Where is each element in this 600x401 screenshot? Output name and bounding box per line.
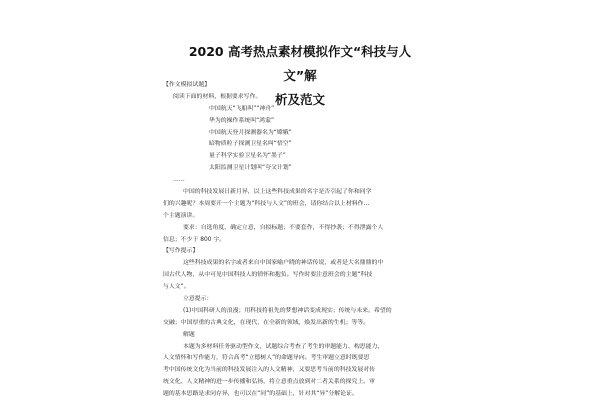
explain-label: 解题 xyxy=(183,331,195,338)
article-body xyxy=(163,80,439,401)
material-item: 华为的操作系统叫“鸿蒙” xyxy=(209,117,275,124)
explain-paragraph: 题的基本思路是求同存异，也可以在“同”的基础上，针对其“异”分解论证。 xyxy=(163,391,358,398)
tips-section-header: 【写作提示】 xyxy=(163,248,199,255)
material-item: 量子科学实验卫星名为“墨子” xyxy=(209,153,286,160)
task-paragraph: 个主题演讲。 xyxy=(163,212,199,219)
task-paragraph: 们的兴趣呢？本周要开一个主题为“科技与人文”的班会，请你结合以上材料作… xyxy=(163,200,370,207)
explain-paragraph: 本题为多材料任务驱动型作文，试题综合考查了考生的审题能力、构思能力、 xyxy=(183,343,384,350)
material-item: 太阳监测卫星计划叫“夸父计划” xyxy=(209,165,292,172)
idea-label: 立意提示： xyxy=(183,296,213,303)
title-line-2: 析及范文 xyxy=(274,92,325,107)
title-line-1: 2020 高考热点素材模拟作文“科技与人文”解 xyxy=(188,44,412,83)
explain-paragraph: 考中国传统文化为当前的科技发展注入的人文精神，又要思考当前的科技发展对传 xyxy=(163,367,376,374)
tips-paragraph: 与人文”。 xyxy=(163,284,190,291)
read-instruction: 阅读下面的材料，根据要求写作。 xyxy=(173,93,262,100)
material-item: 中国航天“飞船叫”“神舟” xyxy=(209,105,275,112)
material-item: 暗物质粒子探测卫星名叫“悟空” xyxy=(209,141,292,148)
prompt-section-header: 【作文模拟试题】 xyxy=(163,82,211,88)
material-ellipsis: …… xyxy=(173,177,185,184)
explain-paragraph: 统文化、人文精神的进一步传播和弘扬，将立意重点放到对二者关系的探究上。审 xyxy=(163,379,376,386)
requirements: 要求：自选角度，确定立意，自拟标题；不要套作，不得抄袭；不得泄露个人 xyxy=(183,224,384,231)
tips-paragraph: 国古代人物，从中可见中国科技人的情怀和抱负。写作时要注意班会的主题“科技 xyxy=(163,272,373,279)
material-item: 中国航天登月探测器名为“嫦娥” xyxy=(209,129,292,136)
requirements: 信息；不少于 800 字。 xyxy=(163,236,226,243)
tips-paragraph: 这些科技成果的名字或者来自中国家喻户晓的神话传说，或者是大名鼎鼎的中 xyxy=(183,260,384,267)
explain-paragraph: 人文情怀和写作能力，符合高考“立德树人”的命题导向。考生审题立意时既要思 xyxy=(163,355,370,362)
idea-paragraph: 交融；中国厚重的古典文化，在现代，在全新的领域，焕发出新的生机；等等。 xyxy=(163,319,370,326)
task-paragraph: 中国的科技发展日新月异，以上这些科技成果的名字是否引起了你和同学 xyxy=(183,189,372,196)
idea-paragraph: (1)中国科研人的浪漫；用科技将祖先的梦想神话变成现实；传统与未来。希望的 xyxy=(183,307,392,314)
